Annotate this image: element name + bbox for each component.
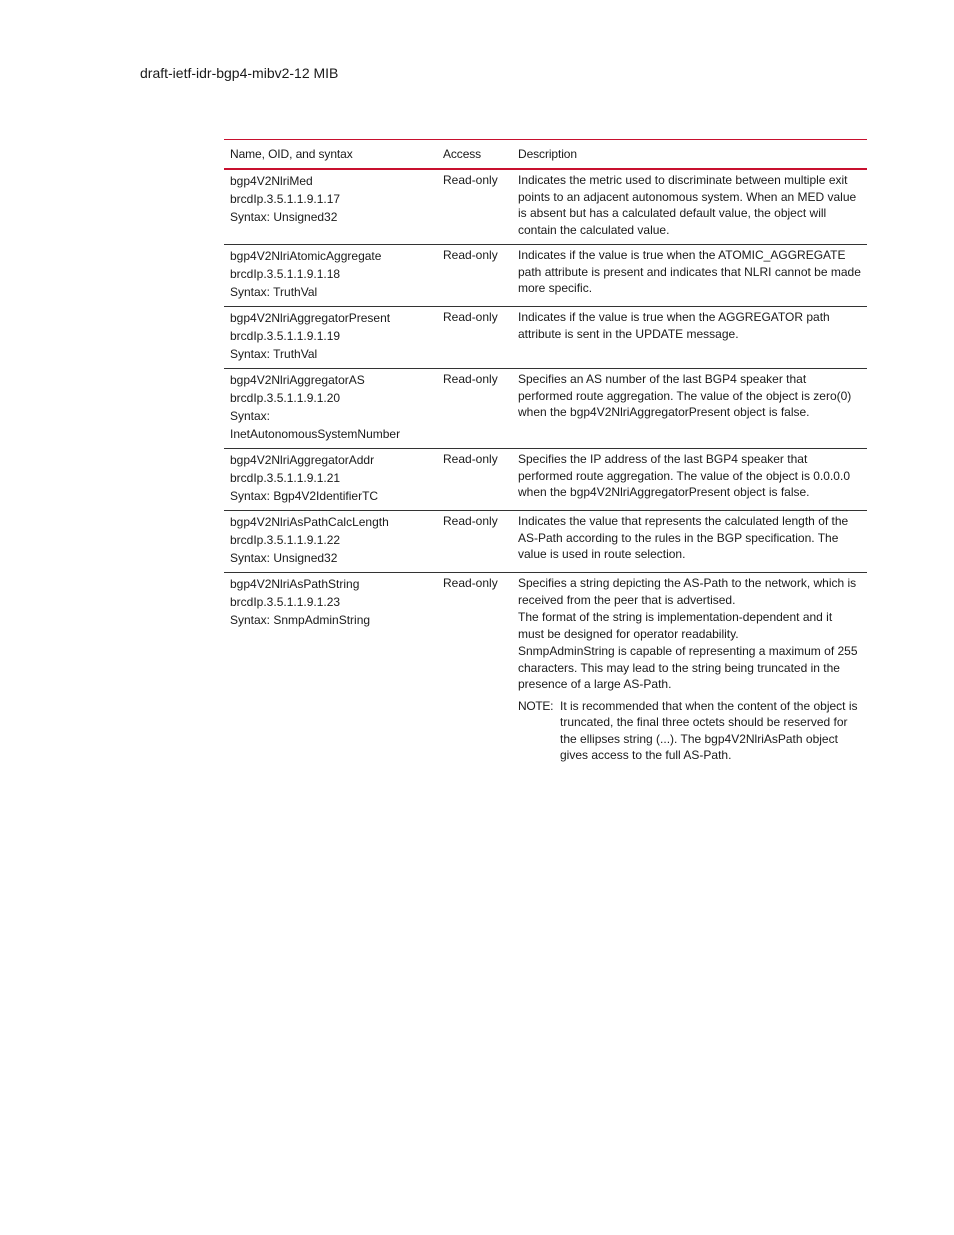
object-syntax: Syntax: Unsigned32 bbox=[230, 210, 338, 224]
note-text: It is recommended that when the content of the object is truncated, the final three octets should be reserved for the ellipses string (...). The bgp4V2NlriAsPath object gives access to the full AS-Path. bbox=[560, 698, 858, 762]
access-cell: Read-only bbox=[443, 514, 498, 528]
name-cell bbox=[224, 169, 437, 245]
running-header: draft-ietf-idr-bgp4-mibv2-12 MIB bbox=[140, 65, 339, 81]
description-text: SnmpAdminString is capable of representing a maximum of 255 characters. This may lead to the string being truncated in the presence of a large AS-Path. bbox=[518, 644, 858, 691]
object-syntax: Syntax: Bgp4V2IdentifierTC bbox=[230, 489, 379, 503]
name-cell bbox=[224, 369, 437, 449]
table-row bbox=[224, 511, 867, 573]
description-text: Specifies a string depicting the AS-Path to the network, which is received from the peer that is advertised. bbox=[518, 576, 857, 607]
object-name: bgp4V2NlriAggregatorPresent bbox=[230, 311, 391, 325]
description-cell bbox=[512, 573, 867, 769]
description-text: The format of the string is implementation-dependent and it must be designed for operator readability. bbox=[518, 610, 833, 641]
object-name: bgp4V2NlriAsPathCalcLength bbox=[230, 515, 389, 529]
description-text: Specifies the IP address of the last BGP4 speaker that performed route aggregation. The value of the object is 0.0.0.0 when the bgp4V2NlriAggregatorPresent object is false. bbox=[518, 452, 850, 499]
description-cell bbox=[512, 307, 867, 369]
name-cell bbox=[224, 307, 437, 369]
access-cell: Read-only bbox=[443, 576, 498, 590]
object-name: bgp4V2NlriAggregatorAddr bbox=[230, 453, 375, 467]
table-row bbox=[224, 307, 867, 369]
object-syntax: Syntax: TruthVal bbox=[230, 285, 318, 299]
description-text: Indicates the value that represents the calculated length of the AS-Path according to the rules in the BGP specification. The value is used in route selection. bbox=[518, 514, 849, 561]
object-name: bgp4V2NlriAtomicAggregate bbox=[230, 249, 382, 263]
description-cell bbox=[512, 369, 867, 449]
column-header-access: Access bbox=[443, 146, 482, 161]
description-cell bbox=[512, 449, 867, 511]
note-block bbox=[518, 698, 861, 764]
description-text: Indicates if the value is true when the ATOMIC_AGGREGATE path attribute is present and indicates that NLRI cannot be made more specific. bbox=[518, 248, 861, 295]
description-text: Indicates if the value is true when the AGGREGATOR path attribute is sent in the UPDATE message. bbox=[518, 310, 830, 341]
access-cell: Read-only bbox=[443, 173, 498, 187]
table-header-row bbox=[224, 140, 867, 170]
object-oid: brcdIp.3.5.1.1.9.1.19 bbox=[230, 329, 341, 343]
object-name: bgp4V2NlriAggregatorAS bbox=[230, 373, 365, 387]
access-cell: Read-only bbox=[443, 310, 498, 324]
description-text: Indicates the metric used to discriminate between multiple exit points to an adjacent autonomous system. When an MED value is absent but has a calculated default value, the object will contain the calculated value. bbox=[518, 173, 857, 237]
object-syntax: Syntax: SnmpAdminString bbox=[230, 613, 371, 627]
object-oid: brcdIp.3.5.1.1.9.1.17 bbox=[230, 192, 341, 206]
object-syntax: Syntax: Unsigned32 bbox=[230, 551, 338, 565]
description-cell bbox=[512, 245, 867, 307]
name-cell bbox=[224, 573, 437, 769]
object-oid: brcdIp.3.5.1.1.9.1.21 bbox=[230, 471, 341, 485]
name-cell bbox=[224, 449, 437, 511]
note-label: NOTE: bbox=[518, 698, 554, 713]
description-cell bbox=[512, 169, 867, 245]
object-oid: brcdIp.3.5.1.1.9.1.22 bbox=[230, 533, 341, 547]
access-cell: Read-only bbox=[443, 248, 498, 262]
object-oid: brcdIp.3.5.1.1.9.1.23 bbox=[230, 595, 341, 609]
access-cell: Read-only bbox=[443, 452, 498, 466]
table-row bbox=[224, 369, 867, 449]
object-syntax-type: InetAutonomousSystemNumber bbox=[230, 427, 401, 441]
table-row bbox=[224, 449, 867, 511]
object-syntax: Syntax: TruthVal bbox=[230, 347, 318, 361]
object-name: bgp4V2NlriMed bbox=[230, 174, 313, 188]
column-header-name: Name, OID, and syntax bbox=[230, 146, 353, 161]
name-cell bbox=[224, 511, 437, 573]
description-text: Specifies an AS number of the last BGP4 speaker that performed route aggregation. The value of the object is zero(0) when the bgp4V2NlriAggregatorPresent object is false. bbox=[518, 372, 852, 419]
object-oid: brcdIp.3.5.1.1.9.1.20 bbox=[230, 391, 341, 405]
table-row bbox=[224, 169, 867, 245]
object-syntax: Syntax: bbox=[230, 409, 271, 423]
name-cell bbox=[224, 245, 437, 307]
object-oid: brcdIp.3.5.1.1.9.1.18 bbox=[230, 267, 341, 281]
object-name: bgp4V2NlriAsPathString bbox=[230, 577, 360, 591]
table-row bbox=[224, 245, 867, 307]
description-cell bbox=[512, 511, 867, 573]
access-cell: Read-only bbox=[443, 372, 498, 386]
column-header-description: Description bbox=[518, 146, 577, 161]
table-row bbox=[224, 573, 867, 769]
mib-objects-table bbox=[224, 139, 867, 769]
